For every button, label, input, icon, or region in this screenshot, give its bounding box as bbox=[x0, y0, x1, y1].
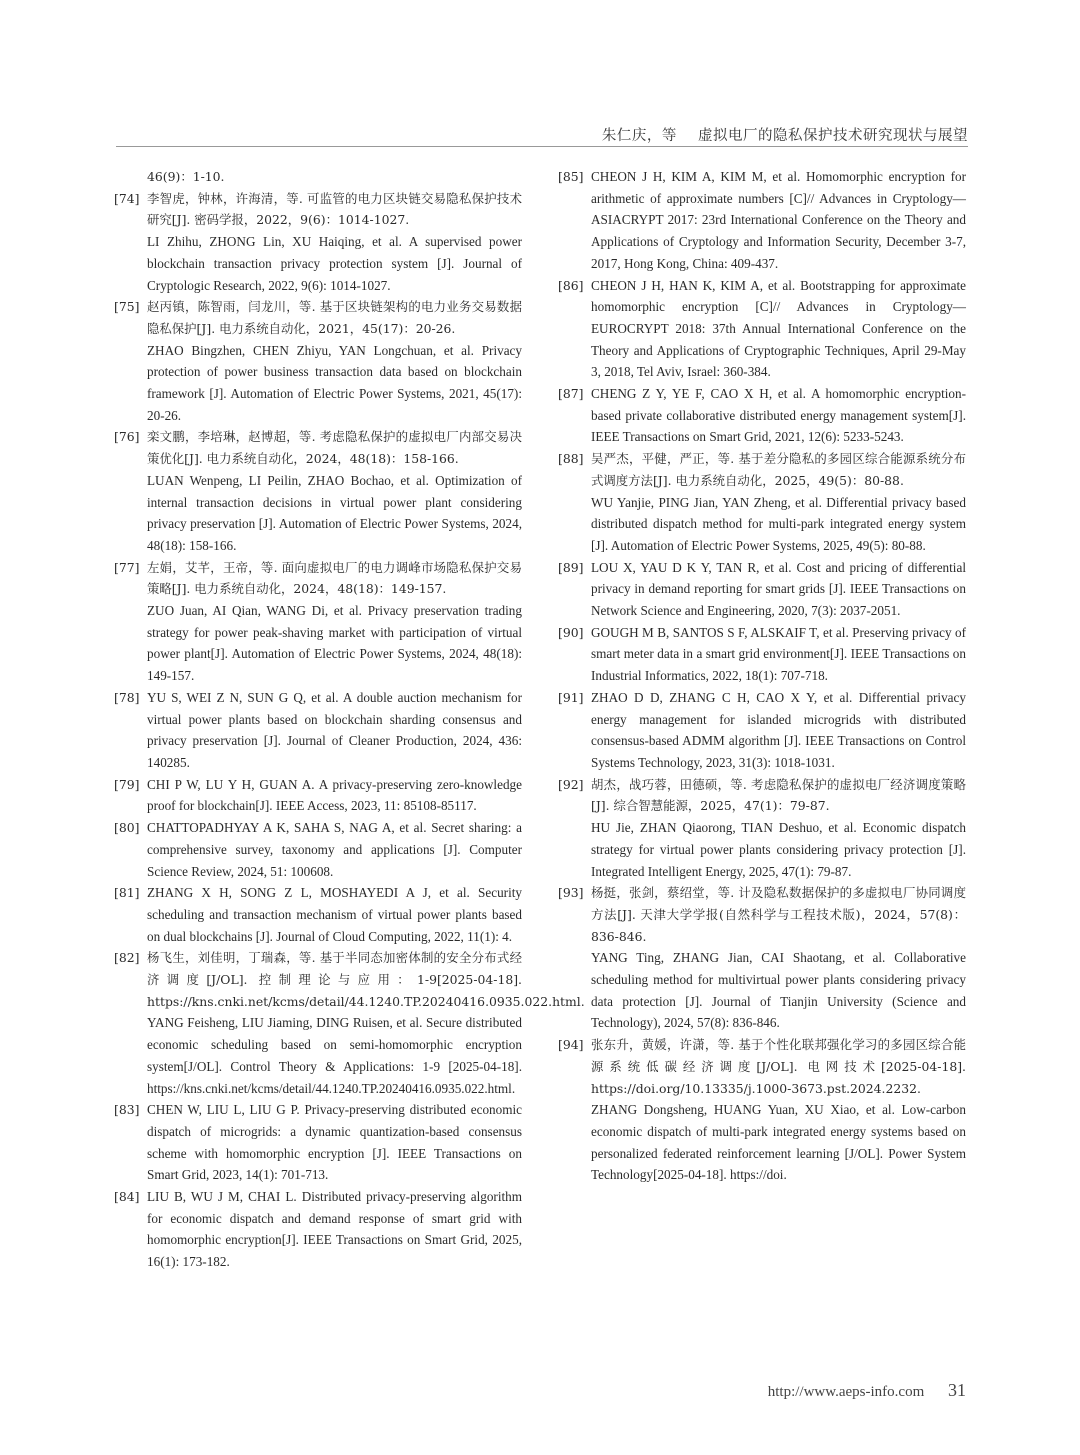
reference-english-text: ZHAO D D, ZHANG C H, CAO X Y, et al. Differential privacy energy management for islanded microgrids with distributed consensus-based ADMM algorithm [J]. IEEE Transactions on Control Systems Technology, 2023, 31(3): 1018-1031. bbox=[591, 689, 966, 770]
reference-continuation: 46(9)：1-10. bbox=[147, 169, 225, 184]
reference-chinese-text: 李智虎，钟林，许海清，等. 可监管的电力区块链交易隐私保护技术研究[J]. 密码学报，2022，9(6)：1014-1027. bbox=[147, 190, 522, 228]
reference-number: [94] bbox=[558, 1037, 584, 1053]
reference-english-text: CHEON J H, KIM A, KIM M, et al. Homomorphic encryption for arithmetic of approximate numbers [C]// Advances in Cryptology—ASIACRYPT 2017: 23rd International Conference on the Theory and Applications of Cryptology and Information Security, December 3-7, 2017, Hong Kong, China: 409-437. bbox=[591, 169, 966, 271]
header-divider bbox=[116, 146, 968, 147]
reference-chinese-text: 胡杰，战巧蓉，田德硕，等. 考虑隐私保护的虚拟电厂经济调度策略[J]. 综合智慧能源，2025，47(1)：79-87. bbox=[591, 776, 966, 814]
reference-number: [92] bbox=[558, 776, 584, 792]
reference-item bbox=[558, 166, 966, 275]
reference-item bbox=[558, 383, 966, 448]
reference-chinese-text: 杨飞生，刘佳明，丁瑞森，等. 基于半同态加密体制的安全分布式经济调度[J/OL]. 控制理论与应用：1-9[2025-04-18]. https://kns.cnki.net/kcms/detail/44.1240.TP.20240416.0935.022.html. bbox=[147, 950, 585, 1009]
reference-english-text: YU S, WEI Z N, SUN G Q, et al. A double auction mechanism for virtual power plants based on blockchain sharding consensus and privacy preservation [J]. Journal of Cleaner Production, 2024, 436: 140285. bbox=[147, 689, 522, 770]
reference-chinese-text: 杨挺，张剑，蔡绍堂，等. 计及隐私数据保护的多虚拟电厂协同调度方法[J]. 天津大学学报(自然科学与工程技术版)，2024，57(8)：836-846. bbox=[591, 885, 966, 944]
reference-number: [85] bbox=[558, 169, 584, 184]
reference-item bbox=[558, 774, 966, 883]
reference-item bbox=[558, 1034, 966, 1186]
reference-number: [93] bbox=[558, 885, 584, 901]
reference-english-text: LIU B, WU J M, CHAI L. Distributed privacy-preserving algorithm for economic dispatch and demand response of smart grid with homomorphic encryption[J]. IEEE Transactions on Smart Grid, 2025, 16(1): 173-182. bbox=[147, 1189, 522, 1270]
reference-english-text: LOU X, YAU D K Y, TAN R, et al. Cost and pricing of differential privacy in demand reporting for smart grids [J]. IEEE Transactions on Network Science and Engineering, 2020, 7(3): 2037-2051. bbox=[591, 559, 966, 619]
reference-number: [80] bbox=[114, 820, 140, 836]
reference-number: [88] bbox=[558, 451, 584, 467]
reference-item bbox=[114, 687, 522, 774]
reference-english-text: ZHANG X H, SONG Z L, MOSHAYEDI A J, et al. Security scheduling and transaction mechanism of virtual power plants based on dual blockchains [J]. Journal of Cloud Computing, 2022, 11(1): 4. bbox=[147, 885, 522, 944]
reference-number: [76] bbox=[114, 429, 140, 445]
reference-english-text: YANG Feisheng, LIU Jiaming, DING Ruisen, et al. Secure distributed economic scheduling based on semi-homomorphic encryption system[J/OL]. Control Theory & Applications: 1-9 [2025-04-18]. https://kns.cnki.net/kcms/detail/44.1240.TP.20240416.0935.022.html. bbox=[147, 1015, 522, 1096]
reference-english-text: GOUGH M B, SANTOS S F, ALSKAIF T, et al. Preserving privacy of smart meter data in a smart grid environment[J]. IEEE Transactions on Industrial Informatics, 2022, 18(1): 707-718. bbox=[591, 624, 966, 684]
reference-item bbox=[114, 882, 522, 947]
reference-item bbox=[114, 557, 522, 687]
reference-english-text: HU Jie, ZHAN Qiaorong, TIAN Deshuo, et al. Economic dispatch strategy for virtual power plants considering privacy protection [J]. Integrated Intelligent Energy, 2025, 47(1): 79-87. bbox=[591, 820, 966, 879]
reference-item bbox=[558, 448, 966, 557]
reference-chinese-text: 张东升，黄媛，许潇，等. 基于个性化联邦强化学习的多园区综合能源系统低碳经济调度[J/OL]. 电网技术[2025-04-18]. https://doi.org/10.13335/j.1000-3673.pst.2024.2232. bbox=[591, 1037, 966, 1096]
running-head bbox=[116, 124, 968, 145]
reference-item bbox=[114, 296, 522, 426]
reference-item bbox=[114, 1099, 522, 1186]
running-head-title: 虚拟电厂的隐私保护技术研究现状与展望 bbox=[698, 128, 968, 144]
reference-english-text: ZHAO Bingzhen, CHEN Zhiyu, YAN Longchuan, et al. Privacy protection of power business transaction data based on blockchain framework [J]. Automation of Electric Power Systems, 2021, 45(17): 20-26. bbox=[147, 342, 522, 423]
reference-chinese-text: 吴严杰，平健，严正，等. 基于差分隐私的多园区综合能源系统分布式调度方法[J]. 电力系统自动化，2025，49(5)：80-88. bbox=[591, 451, 966, 488]
reference-number: [87] bbox=[558, 386, 584, 402]
reference-number: [90] bbox=[558, 624, 584, 640]
reference-list-right bbox=[558, 166, 966, 1186]
journal-url: http://www.aeps-info.com bbox=[767, 1384, 925, 1400]
reference-number: [89] bbox=[558, 559, 584, 575]
reference-english-text: YANG Ting, ZHANG Jian, CAI Shaotang, et al. Collaborative scheduling method for multivirtual power plants considering privacy data protection [J]. Journal of Tianjin University (Science and Technology), 2024, 57(8): 836-846. bbox=[591, 950, 966, 1031]
reference-chinese-text: 栾文鹏，李培琳，赵博超，等. 考虑隐私保护的虚拟电厂内部交易决策优化[J]. 电力系统自动化，2024，48(18)：158-166. bbox=[147, 429, 522, 467]
reference-item bbox=[558, 275, 966, 384]
reference-number: [86] bbox=[558, 277, 584, 293]
reference-english-text: ZHANG Dongsheng, HUANG Yuan, XU Xiao, et al. Low-carbon economic dispatch of multi-park integrated energy systems based on personalized federated reinforcement learning [J/OL]. Power System Technology[2025-04-18]. https://doi. bbox=[591, 1102, 966, 1183]
reference-english-text: CHEN W, LIU L, LIU G P. Privacy-preserving distributed economic dispatch of microgrids: a dynamic quantization-based consensus scheme with homomorphic encryption [J]. IEEE Transactions on Smart Grid, 2023, 14(1): 701-713. bbox=[147, 1102, 522, 1183]
reference-number: [75] bbox=[114, 299, 140, 315]
running-head-authors: 朱仁庆，等 bbox=[601, 128, 677, 144]
reference-item bbox=[558, 687, 966, 774]
reference-number: [79] bbox=[114, 776, 140, 792]
reference-english-text: ZUO Juan, AI Qian, WANG Di, et al. Privacy preservation trading strategy for power peak-shaving market with participation of virtual power plant[J]. Automation of Electric Power Systems, 2024, 48(18): 149-157. bbox=[147, 603, 522, 684]
reference-item bbox=[114, 426, 522, 556]
reference-number: [78] bbox=[114, 689, 140, 705]
reference-item bbox=[114, 774, 522, 817]
page-footer bbox=[768, 1380, 966, 1401]
reference-number: [77] bbox=[114, 559, 140, 575]
reference-number: [83] bbox=[114, 1102, 140, 1118]
reference-chinese-text: 左娟，艾芊，王帝，等. 面向虚拟电厂的电力调峰市场隐私保护交易策略[J]. 电力系统自动化，2024，48(18)：149-157. bbox=[147, 559, 522, 597]
reference-item bbox=[558, 882, 966, 1034]
reference-english-text: CHENG Z Y, YE F, CAO X H, et al. A homomorphic encryption-based private collaborative distributed energy management system[J]. IEEE Transactions on Smart Grid, 2021, 12(6): 5233-5243. bbox=[591, 386, 966, 445]
reference-english-text: CHEON J H, HAN K, KIM A, et al. Bootstrapping for approximate homomorphic encryption [C]// Advances in Cryptology—EUROCRYPT 2018: 37th Annual International Conference on the Theory and Applications of Cryptographic Techniques, April 29-May 3, 2018, Tel Aviv, Israel: 360-384. bbox=[591, 277, 966, 380]
reference-item bbox=[114, 1186, 522, 1273]
reference-english-text: LI Zhihu, ZHONG Lin, XU Haiqing, et al. A supervised power blockchain transaction privacy protection system [J]. Journal of Cryptologic Research, 2022, 9(6): 1014-1027. bbox=[147, 234, 522, 293]
reference-english-text: CHI P W, LU Y H, GUAN A. A privacy-preserving zero-knowledge proof for blockchain[J]. IEEE Access, 2023, 11: 85108-85117. bbox=[147, 776, 522, 814]
reference-item bbox=[558, 622, 966, 687]
reference-chinese-text: 赵丙镇，陈智雨，闫龙川，等. 基于区块链架构的电力业务交易数据隐私保护[J]. 电力系统自动化，2021，45(17)：20-26. bbox=[147, 299, 522, 336]
reference-item bbox=[114, 188, 522, 297]
reference-item bbox=[558, 557, 966, 622]
reference-english-text: WU Yanjie, PING Jian, YAN Zheng, et al. Differential privacy based distributed dispatch method for multi-park integrated energy system [J]. Automation of Electric Power Systems, 2025, 49(5): 80-88. bbox=[591, 494, 966, 553]
reference-number: [74] bbox=[114, 190, 140, 206]
reference-english-text: LUAN Wenpeng, LI Peilin, ZHAO Bochao, et al. Optimization of internal transaction decisions in virtual power plant considering privacy preservation [J]. Automation of Electric Power Systems, 2024, 48(18): 158-166. bbox=[147, 472, 522, 553]
reference-number: [81] bbox=[114, 885, 140, 901]
reference-column-right bbox=[558, 166, 966, 1186]
reference-english-text: CHATTOPADHYAY A K, SAHA S, NAG A, et al. Secret sharing: a comprehensive survey, taxonomy and applications [J]. Computer Science Review, 2024, 51: 100608. bbox=[147, 820, 522, 879]
reference-number: [91] bbox=[558, 689, 584, 705]
reference-number: [84] bbox=[114, 1189, 140, 1205]
reference-number: [82] bbox=[114, 950, 140, 966]
reference-item bbox=[114, 817, 522, 882]
page-number: 31 bbox=[948, 1380, 966, 1400]
